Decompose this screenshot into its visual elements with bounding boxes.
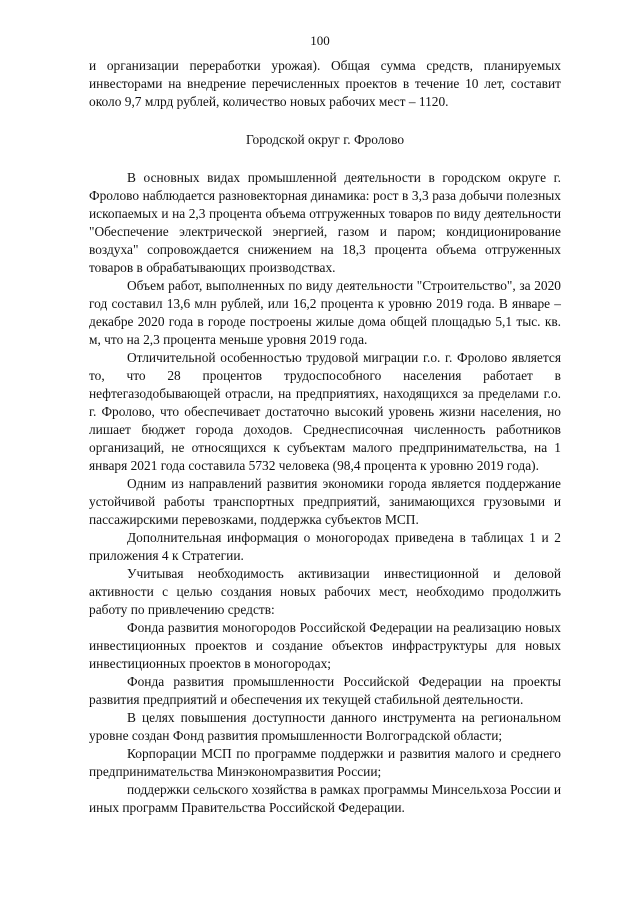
- paragraph: поддержки сельского хозяйства в рамках программы Минсельхоза России и иных программ Правительства Российской Федерации.: [89, 782, 561, 815]
- paragraph: Учитывая необходимость активизации инвестиционной и деловой активности с целью создания новых рабочих мест, необходимо продолжить работу по привлечению средств:: [89, 566, 561, 617]
- paragraph-continuation: и организации переработки урожая). Общая сумма средств, планируемых инвесторами на внедрение перечисленных проектов в течение 10 лет, составит около 9,7 млрд рублей, количество новых рабочих мест – 1120.: [89, 58, 561, 109]
- paragraph: Фонда развития промышленности Российской Федерации на проекты развития предприятий и обеспечения их текущей стабильной деятельности.: [89, 674, 561, 707]
- paragraph: В целях повышения доступности данного инструмента на региональном уровне создан Фонд развития промышленности Волгоградской области;: [89, 710, 561, 743]
- paragraph: Одним из направлений развития экономики города является поддержание устойчивой работы транспортных предприятий, занимающихся грузовыми и пассажирскими перевозками, поддержка субъектов МСП.: [89, 476, 561, 527]
- section-title: Городской округ г. Фролово: [245, 132, 405, 147]
- paragraph: Корпорации МСП по программе поддержки и развития малого и среднего предпринимательства Минэкономразвития России;: [89, 746, 561, 779]
- paragraph: Дополнительная информация о моногородах приведена в таблицах 1 и 2 приложения 4 к Стратегии.: [89, 530, 561, 563]
- paragraph: Фонда развития моногородов Российской Федерации на реализацию новых инвестиционных проектов и создание объектов инфраструктуры для новых инвестиционных проектов в моногородах;: [89, 620, 561, 671]
- paragraph: В основных видах промышленной деятельности в городском округе г. Фролово наблюдается разновекторная динамика: рост в 3,3 раза добычи полезных ископаемых и на 2,3 процента объема отгруженных товаров по виду деятельности "Обеспечение электрической энергией, газом и паром; кондиционирование воздуха" сопровождается снижением на 18,3 процента объема отгруженных товаров в обрабатывающих производствах.: [89, 170, 561, 275]
- paragraph: Объем работ, выполненных по виду деятельности "Строительство", за 2020 год составил 13,6 млн рублей, или 16,2 процента к уровню 2019 года. В январе – декабре 2020 года в городе построены жилые дома общей площадью 5,1 тыс. кв. м, что на 2,3 процента меньше уровня 2019 года.: [89, 278, 561, 347]
- paragraph: Отличительной особенностью трудовой миграции г.о. г. Фролово является то, что 28 процентов трудоспособного населения работает в нефтегазодобывающей отрасли, на предприятиях, находящихся за пределами г.о. г. Фролово, что обеспечивает достаточно высокий уровень жизни населения, но лишает бюджет города доходов. Среднесписочная численность работников организаций, не относящихся к субъектам малого предпринимательства, на 1 января 2021 года составила 5732 человека (98,4 процента к уровню 2019 года).: [89, 350, 561, 473]
- document-body: [89, 57, 561, 817]
- page-number: 100: [310, 33, 330, 48]
